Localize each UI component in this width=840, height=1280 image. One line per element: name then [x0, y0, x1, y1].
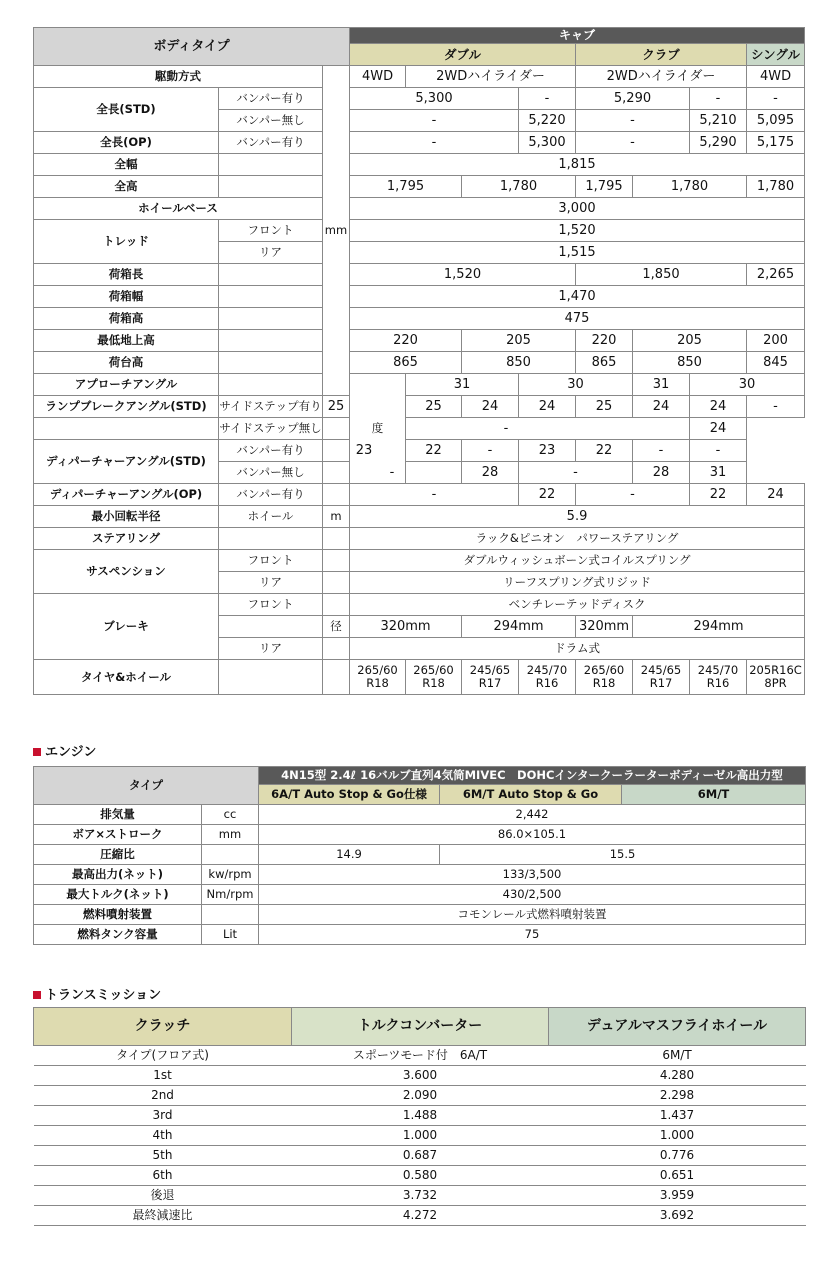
ramp-angle-label: ランプブレークアングル(STD): [34, 396, 219, 418]
gear-ratio-value: 4.280: [549, 1066, 806, 1086]
ramp-value: 24: [462, 396, 519, 418]
length-value: -: [576, 132, 690, 154]
departure-value: 31: [690, 462, 747, 484]
square-bullet-icon: [33, 991, 41, 999]
bed-height-label: 荷箱高: [34, 308, 219, 330]
length-value: 5,290: [690, 132, 747, 154]
cab-header: キャブ: [350, 28, 805, 44]
tire-value: 245/65 R17: [462, 660, 519, 695]
max-power-label: 最高出力(ネット): [34, 865, 202, 885]
tread-front-value: 1,520: [350, 220, 805, 242]
length-value: 5,210: [690, 110, 747, 132]
length-value: 5,300: [350, 88, 519, 110]
bumper-yes-label: バンパー有り: [219, 88, 323, 110]
gear-label: 3rd: [34, 1106, 292, 1126]
gear-label: 後退: [34, 1186, 292, 1206]
departure-value: -: [576, 484, 690, 506]
table-row: [34, 1166, 806, 1186]
bed-width-value: 1,470: [350, 286, 805, 308]
tread-rear-value: 1,515: [350, 242, 805, 264]
engine-table: [33, 766, 806, 945]
gear-ratio-value: 3.600: [292, 1066, 549, 1086]
table-row: [34, 1086, 806, 1106]
height-value: 1,795: [576, 176, 633, 198]
bumper-yes-label: バンパー有り: [219, 440, 323, 462]
bed-length-value: 1,850: [576, 264, 747, 286]
tire-label: タイヤ&ホイール: [34, 660, 219, 695]
gear-ratio-value: 2.298: [549, 1086, 806, 1106]
bumper-yes-label: バンパー有り: [219, 484, 323, 506]
tire-value: 205R16C 8PR: [747, 660, 805, 695]
bed-length-value: 2,265: [747, 264, 805, 286]
brake-rear-value: ドラム式: [350, 638, 805, 660]
clutch-header: クラッチ: [34, 1008, 292, 1046]
approach-value: 31: [406, 374, 519, 396]
height-value: 1,780: [462, 176, 576, 198]
turning-radius-label: 最小回転半径: [34, 506, 219, 528]
departure-value: 28: [633, 462, 690, 484]
bed-length-value: 1,520: [350, 264, 576, 286]
wheelbase-label: ホイールベース: [34, 198, 323, 220]
gear-ratio-value: 0.776: [549, 1146, 806, 1166]
gear-ratio-value: 4.272: [292, 1206, 549, 1226]
width-value: 1,815: [350, 154, 805, 176]
suspension-label: サスペンション: [34, 550, 219, 594]
side-step-yes-label: サイドステップ有り: [219, 396, 323, 418]
transmission-table: [33, 1007, 806, 1226]
gear-label: 2nd: [34, 1086, 292, 1106]
compression-label: 圧縮比: [34, 845, 202, 865]
drive-value: 2WDハイライダー: [406, 66, 576, 88]
unit-m: m: [323, 506, 350, 528]
deck-value: 865: [350, 352, 462, 374]
fuel-injection-label: 燃料噴射装置: [34, 905, 202, 925]
front-label: フロント: [219, 220, 323, 242]
square-bullet-icon: [33, 748, 41, 756]
suspension-front-value: ダブルウィッシュボーン式コイルスプリング: [350, 550, 805, 572]
departure-value: -: [350, 484, 519, 506]
gear-ratio-value: 3.732: [292, 1186, 549, 1206]
unit-degree: 度: [350, 374, 406, 484]
single-header: シングル: [747, 44, 805, 66]
ground-value: 200: [747, 330, 805, 352]
displacement-label: 排気量: [34, 805, 202, 825]
departure-value: 22: [406, 440, 462, 462]
approach-value: 31: [633, 374, 690, 396]
height-label: 全高: [34, 176, 219, 198]
tire-value: 265/60 R18: [350, 660, 406, 695]
deck-value: 845: [747, 352, 805, 374]
ground-value: 220: [350, 330, 462, 352]
steering-label: ステアリング: [34, 528, 219, 550]
departure-value: 24: [747, 484, 805, 506]
variant-header: 6M/T: [622, 785, 806, 805]
gear-ratio-value: 1.000: [549, 1126, 806, 1146]
ground-clearance-label: 最低地上高: [34, 330, 219, 352]
gear-ratio-value: 3.692: [549, 1206, 806, 1226]
unit-blank: [202, 845, 259, 865]
fuel-tank-label: 燃料タンク容量: [34, 925, 202, 945]
displacement-value: 2,442: [259, 805, 806, 825]
tire-value: 245/65 R17: [633, 660, 690, 695]
body-spec-table: [33, 27, 805, 695]
turning-value: 5.9: [350, 506, 805, 528]
approach-value: 30: [519, 374, 633, 396]
bed-length-label: 荷箱長: [34, 264, 219, 286]
gear-ratio-value: 1.437: [549, 1106, 806, 1126]
steering-value: ラック&ピニオン パワーステアリング: [350, 528, 805, 550]
ground-value: 220: [576, 330, 633, 352]
gear-ratio-value: 3.959: [549, 1186, 806, 1206]
ramp-value: -: [323, 418, 690, 440]
gear-label: 4th: [34, 1126, 292, 1146]
height-value: 1,780: [747, 176, 805, 198]
suspension-rear-value: リーフスプリング式リジッド: [350, 572, 805, 594]
ramp-value: 24: [690, 396, 747, 418]
ground-value: 205: [462, 330, 576, 352]
compression-value: 15.5: [440, 845, 806, 865]
wheelbase-value: 3,000: [350, 198, 805, 220]
length-value: 5,175: [747, 132, 805, 154]
tire-value: 245/70 R16: [690, 660, 747, 695]
gear-ratio-value: 0.687: [292, 1146, 549, 1166]
unit-mm: mm: [202, 825, 259, 845]
bore-stroke-value: 86.0×105.1: [259, 825, 806, 845]
gear-ratio-value: 6M/T: [549, 1046, 806, 1066]
body-type-header: ボディタイプ: [34, 28, 350, 66]
dual-mass-flywheel-header: デュアルマスフライホイール: [549, 1008, 806, 1046]
variant-header: 6A/T Auto Stop & Go仕様: [259, 785, 440, 805]
tire-value: 265/60 R18: [406, 660, 462, 695]
ramp-value: 24: [519, 396, 576, 418]
transmission-section-title: トランスミッション: [33, 984, 161, 1003]
bore-stroke-label: ボア×ストローク: [34, 825, 202, 845]
height-value: 1,780: [633, 176, 747, 198]
bumper-no-label: バンパー無し: [219, 462, 323, 484]
length-std-label: 全長(STD): [34, 88, 219, 132]
drive-value: 4WD: [747, 66, 805, 88]
drive-label: 駆動方式: [34, 66, 323, 88]
length-value: -: [690, 88, 747, 110]
length-value: 5,095: [747, 110, 805, 132]
approach-angle-label: アプローチアングル: [34, 374, 219, 396]
length-value: -: [350, 110, 519, 132]
brake-diameter-value: 320mm: [576, 616, 633, 638]
gear-label: タイプ(フロア式): [34, 1046, 292, 1066]
double-header: ダブル: [350, 44, 576, 66]
table-row: [34, 1206, 806, 1226]
engine-type-value: 4N15型 2.4ℓ 16バルブ直列4気筒MIVEC DOHCインタークーラーターボディーゼル高出力型: [259, 767, 806, 785]
wheel-label: ホイール: [219, 506, 323, 528]
bed-height-value: 475: [350, 308, 805, 330]
bumper-no-label: バンパー無し: [219, 110, 323, 132]
table-row: [34, 1106, 806, 1126]
brake-label: ブレーキ: [34, 594, 219, 660]
departure-value: 22: [576, 440, 633, 462]
max-torque-label: 最大トルク(ネット): [34, 885, 202, 905]
table-row: [34, 1146, 806, 1166]
gear-ratio-value: スポーツモード付 6A/T: [292, 1046, 549, 1066]
drive-value: 2WDハイライダー: [576, 66, 747, 88]
departure-value: -: [690, 440, 747, 462]
length-value: -: [350, 132, 519, 154]
deck-height-label: 荷台高: [34, 352, 219, 374]
departure-value: -: [519, 462, 633, 484]
departure-value: 23: [323, 440, 406, 462]
brake-diameter-value: 320mm: [350, 616, 462, 638]
brake-diameter-value: 294mm: [462, 616, 576, 638]
departure-value: 28: [462, 462, 519, 484]
tread-label: トレッド: [34, 220, 219, 264]
departure-value: 23: [519, 440, 576, 462]
ramp-value: 25: [323, 396, 350, 418]
brake-front-value: ベンチレーテッドディスク: [350, 594, 805, 616]
departure-value: -: [323, 462, 462, 484]
engine-type-header: タイプ: [34, 767, 259, 805]
max-torque-value: 430/2,500: [259, 885, 806, 905]
departure-value: -: [633, 440, 690, 462]
length-value: 5,290: [576, 88, 690, 110]
unit-diameter: 径: [323, 616, 350, 638]
deck-value: 850: [462, 352, 576, 374]
ramp-value: -: [747, 396, 805, 418]
height-value: 1,795: [350, 176, 462, 198]
engine-section-title: エンジン: [33, 741, 96, 760]
gear-label: 6th: [34, 1166, 292, 1186]
departure-std-label: ディパーチャーアングル(STD): [34, 440, 219, 484]
table-row: [34, 1066, 806, 1086]
length-op-label: 全長(OP): [34, 132, 219, 154]
side-step-no-label: サイドステップ無し: [219, 418, 323, 440]
torque-converter-header: トルクコンバーター: [292, 1008, 549, 1046]
gear-label: 最終減速比: [34, 1206, 292, 1226]
table-row: [34, 1046, 806, 1066]
unit-kw-rpm: kw/rpm: [202, 865, 259, 885]
fuel-tank-value: 75: [259, 925, 806, 945]
variant-header: 6M/T Auto Stop & Go: [440, 785, 622, 805]
length-value: -: [747, 88, 805, 110]
compression-value: 14.9: [259, 845, 440, 865]
tire-value: 265/60 R18: [576, 660, 633, 695]
departure-value: 22: [519, 484, 576, 506]
length-value: -: [576, 110, 690, 132]
ramp-value: 24: [633, 396, 690, 418]
ramp-value: 24: [690, 418, 747, 440]
approach-value: 30: [690, 374, 805, 396]
rear-label: リア: [219, 242, 323, 264]
max-power-value: 133/3,500: [259, 865, 806, 885]
gear-label: 5th: [34, 1146, 292, 1166]
departure-op-label: ディパーチャーアングル(OP): [34, 484, 219, 506]
length-value: 5,300: [519, 132, 576, 154]
ground-value: 205: [633, 330, 747, 352]
gear-label: 1st: [34, 1066, 292, 1086]
front-label: フロント: [219, 550, 323, 572]
tire-value: 245/70 R16: [519, 660, 576, 695]
fuel-injection-value: コモンレール式燃料噴射装置: [259, 905, 806, 925]
rear-label: リア: [219, 572, 323, 594]
table-row: [34, 1186, 806, 1206]
unit-blank: [202, 905, 259, 925]
length-value: 5,220: [519, 110, 576, 132]
deck-value: 850: [633, 352, 747, 374]
departure-value: 22: [690, 484, 747, 506]
brake-diameter-value: 294mm: [633, 616, 805, 638]
unit-lit: Lit: [202, 925, 259, 945]
bumper-yes-label: バンパー有り: [219, 132, 323, 154]
gear-ratio-value: 1.488: [292, 1106, 549, 1126]
unit-mm: mm: [323, 66, 350, 396]
gear-ratio-value: 1.000: [292, 1126, 549, 1146]
ramp-value: 25: [576, 396, 633, 418]
front-label: フロント: [219, 594, 323, 616]
gear-ratio-value: 0.651: [549, 1166, 806, 1186]
width-label: 全幅: [34, 154, 219, 176]
ramp-value: 25: [406, 396, 462, 418]
length-value: -: [519, 88, 576, 110]
rear-label: リア: [219, 638, 323, 660]
table-row: [34, 1126, 806, 1146]
gear-ratio-value: 2.090: [292, 1086, 549, 1106]
departure-value: -: [462, 440, 519, 462]
club-header: クラブ: [576, 44, 747, 66]
deck-value: 865: [576, 352, 633, 374]
drive-value: 4WD: [350, 66, 406, 88]
unit-cc: cc: [202, 805, 259, 825]
gear-ratio-value: 0.580: [292, 1166, 549, 1186]
bed-width-label: 荷箱幅: [34, 286, 219, 308]
unit-nm-rpm: Nm/rpm: [202, 885, 259, 905]
